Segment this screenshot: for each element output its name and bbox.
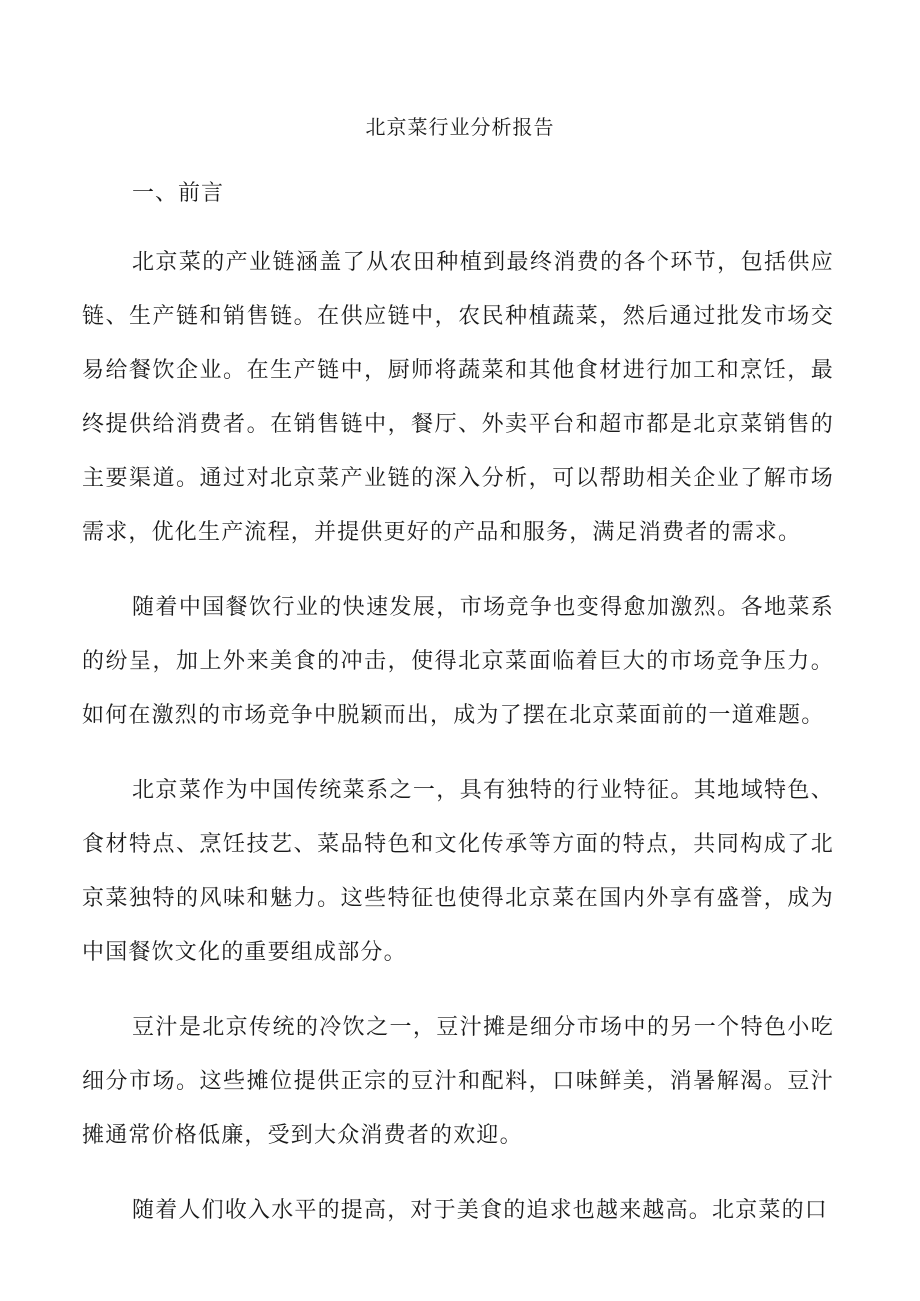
paragraph-2: 随着中国餐饮行业的快速发展，市场竞争也变得愈加激烈。各地菜系的纷呈，加上外来美食的冲击，使得北京菜面临着巨大的市场竞争压力。如何在激烈的市场竞争中脱颖而出，成为了摆在北京菜面前的一道难题。 (82, 595, 834, 728)
document-body (82, 236, 834, 1238)
paragraph-4: 豆汁是北京传统的冷饮之一，豆汁摊是细分市场中的另一个特色小吃细分市场。这些摊位提供正宗的豆汁和配料，口味鲜美，消暑解渴。豆汁摊通常价格低廉，受到大众消费者的欢迎。 (82, 1015, 834, 1148)
section-heading: 一、前言 (132, 181, 225, 206)
document-title: 北京菜行业分析报告 (365, 115, 555, 139)
paragraph-1: 北京菜的产业链涵盖了从农田种植到最终消费的各个环节，包括供应链、生产链和销售链。在供应链中，农民种植蔬菜，然后通过批发市场交易给餐饮企业。在生产链中，厨师将蔬菜和其他食材进行加工和烹饪，最终提供给消费者。在销售链中，餐厅、外卖平台和超市都是北京菜销售的主要渠道。通过对北京菜产业链的深入分析，可以帮助相关企业了解市场需求，优化生产流程，并提供更好的产品和服务，满足消费者的需求。 (82, 250, 834, 545)
paragraph-5: 随着人们收入水平的提高，对于美食的追求也越来越高。北京菜的口 (132, 1198, 829, 1223)
paragraph-3: 北京菜作为中国传统菜系之一，具有独特的行业特征。其地域特色、食材特点、烹饪技艺、菜品特色和文化传承等方面的特点，共同构成了北京菜独特的风味和魅力。这些特征也使得北京菜在国内外享有盛誉，成为中国餐饮文化的重要组成部分。 (82, 778, 834, 965)
